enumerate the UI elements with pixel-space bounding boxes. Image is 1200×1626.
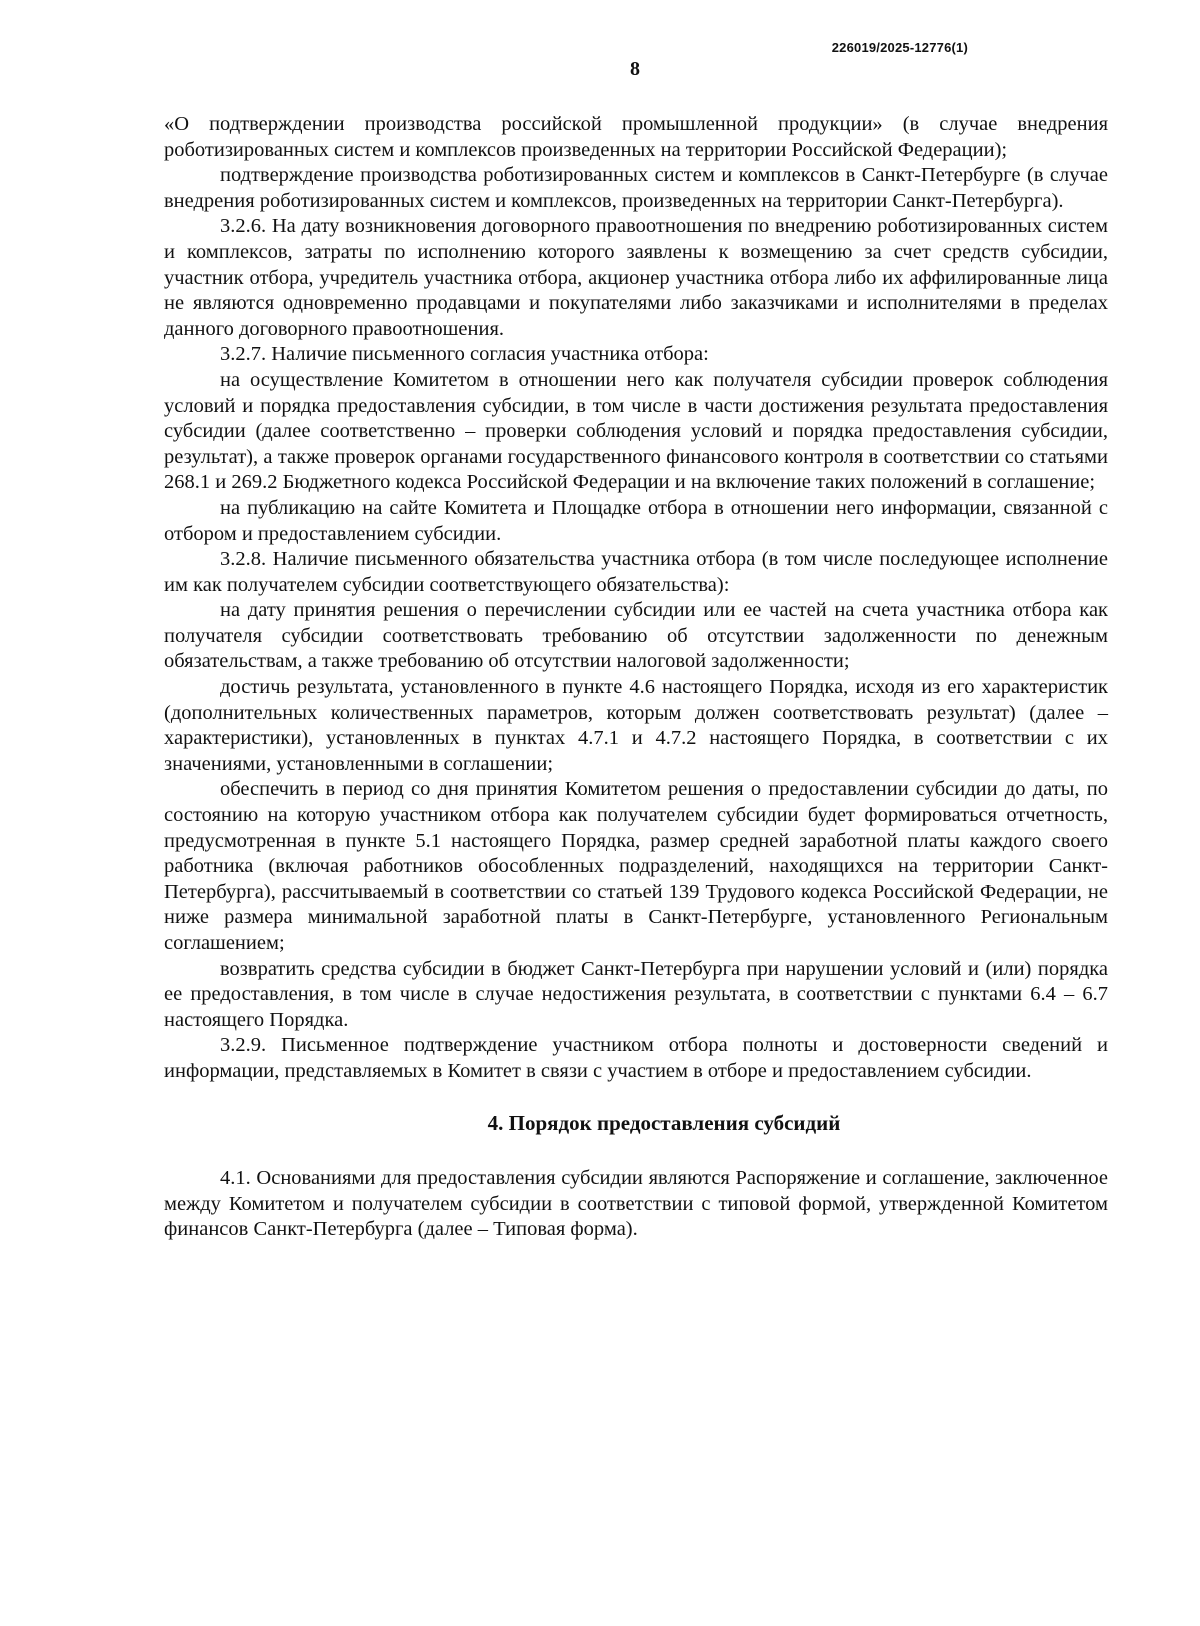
paragraph-clause-3-2-8: 3.2.8. Наличие письменного обязательства участника отбора (в том числе последующее исполнение им как получателем субсидии соответствующего обязательства): <box>164 548 1108 596</box>
paragraph: на осуществление Комитетом в отношении него как получателя субсидии проверок соблюдения условий и порядка предоставления субсидии, в том числе в части достижения результата предоставления субсидии (далее соответственно – проверки соблюдения условий и порядка предоставления субсидии, результат), а также проверок органами государственного финансового контроля в соответствии со статьями 268.1 и 269.2 Бюджетного кодекса Российской Федерации и на включение таких положений в соглашение; <box>164 368 1108 494</box>
document-registration-number: 226019/2025-12776(1) <box>831 40 968 55</box>
paragraph-clause-3-2-6: 3.2.6. На дату возникновения договорного правоотношения по внедрению роботизированных систем и комплексов, затраты по исполнению которого заявлены к возмещению за счет средств субсидии, участник отбора, учредитель участника отбора, акционер участника отбора либо их аффилированные лица не являются одновременно продавцами и покупателями либо заказчиками и исполнителями в пределах данного договорного правоотношения. <box>164 215 1108 340</box>
paragraph-clause-4-1: 4.1. Основаниями для предоставления субсидии являются Распоряжение и соглашение, заключенное между Комитетом и получателем субсидии в соответствии с типовой формой, утвержденной Комитетом финансов Санкт-Петербурга (далее – Типовая форма). <box>164 1167 1108 1241</box>
paragraph: подтверждение производства роботизированных систем и комплексов в Санкт-Петербурге (в случае внедрения роботизированных систем и комплексов, произведенных на территории Санкт-Петербурга). <box>164 164 1108 212</box>
paragraph: «О подтверждении производства российской промышленной продукции» (в случае внедрения роботизированных систем и комплексов произведенных на территории Российской Федерации); <box>164 113 1108 161</box>
document-body <box>164 112 1108 1243</box>
page-number: 8 <box>630 58 640 80</box>
paragraph: возвратить средства субсидии в бюджет Санкт-Петербурга при нарушении условий и (или) порядка ее предоставления, в том числе в случае недостижения результата, в соответствии с пунктами 6.4 – 6.7 настоящего Порядка. <box>164 957 1108 1031</box>
paragraph-clause-3-2-9: 3.2.9. Письменное подтверждение участником отбора полноты и достоверности сведений и информации, представляемых в Комитет в связи с участием в отборе и предоставлением субсидии. <box>164 1034 1108 1082</box>
paragraph: на публикацию на сайте Комитета и Площадке отбора в отношении него информации, связанной с отбором и предоставлением субсидии. <box>164 496 1108 545</box>
paragraph-clause-3-2-7: 3.2.7. Наличие письменного согласия участника отбора: <box>220 343 709 366</box>
section-heading: 4. Порядок предоставления субсидий <box>487 1110 841 1135</box>
paragraph: обеспечить в период со дня принятия Комитетом решения о предоставлении субсидии до даты, по состоянию на которую участником отбора как получателем субсидии будет формироваться отчетность, предусмотренная в пункте 5.1 настоящего Порядка, размер средней заработной платы каждого своего работника (включая работников обособленных подразделений, находящихся на территории Санкт-Петербурга), рассчитываемый в соответствии со статьей 139 Трудового кодекса Российской Федерации, не ниже размера минимальной заработной платы в Санкт-Петербурге, установленного Региональным соглашением; <box>164 778 1108 954</box>
paragraph: достичь результата, установленного в пункте 4.6 настоящего Порядка, исходя из его характеристик (дополнительных количественных параметров, которым должен соответствовать результат) (далее – характеристики), установленных в пунктах 4.7.1 и 4.7.2 настоящего Порядка, в соответствии с их значениями, установленными в соглашении; <box>164 676 1108 775</box>
paragraph: на дату принятия решения о перечислении субсидии или ее частей на счета участника отбора как получателя субсидии соответствовать требованию об отсутствии задолженности по денежным обязательствам, а также требованию об отсутствии налоговой задолженности; <box>164 599 1108 673</box>
